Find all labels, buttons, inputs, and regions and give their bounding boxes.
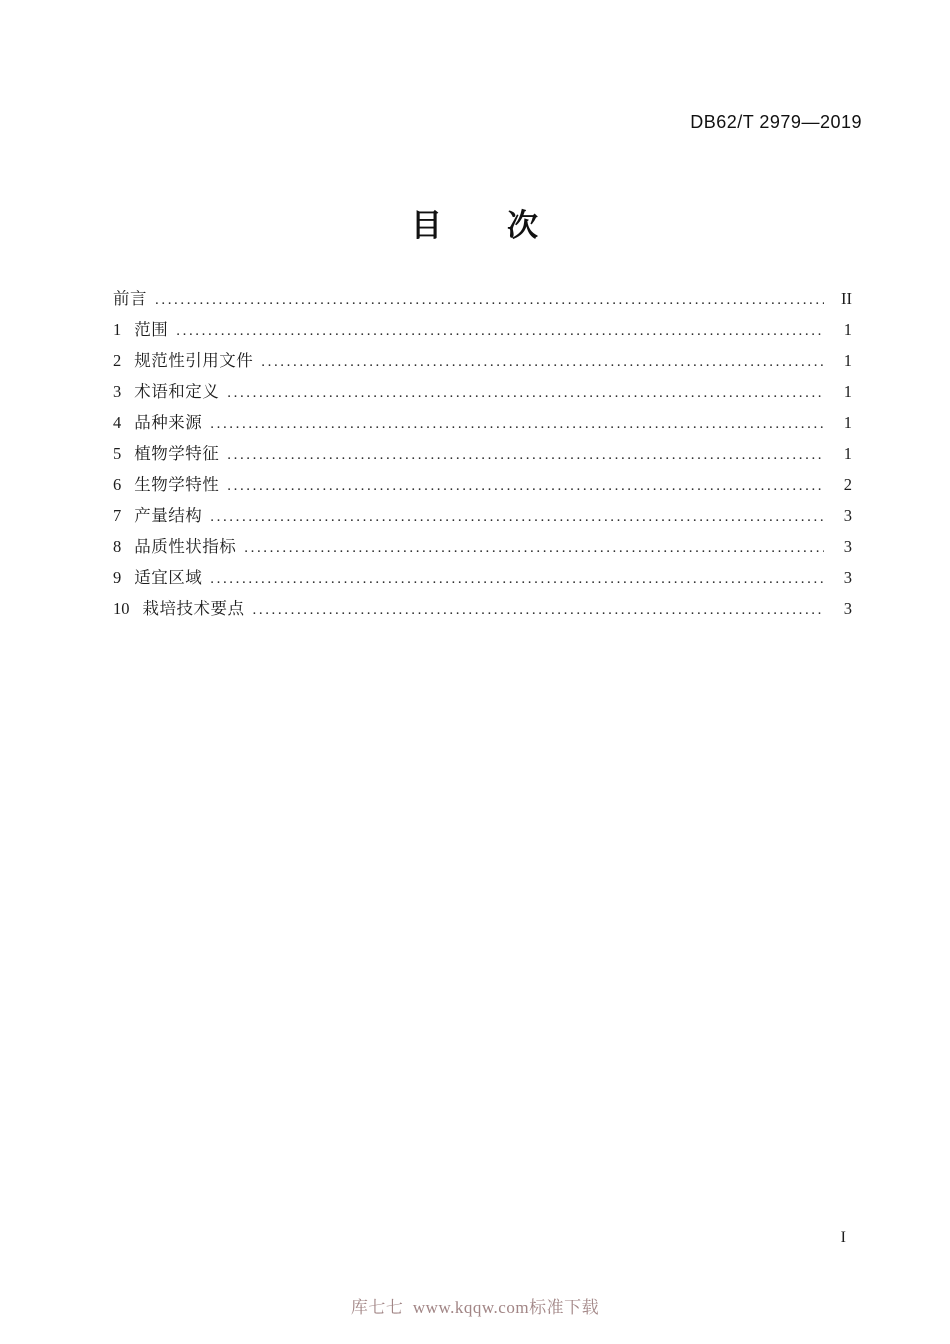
toc-dot-leader [236, 533, 824, 564]
toc-entry-number: 3 [113, 382, 122, 401]
toc-entry-number: 10 [113, 599, 130, 618]
toc-dot-leader [219, 378, 824, 409]
toc-entry-page-number: 1 [843, 320, 852, 339]
toc-entry [113, 531, 852, 562]
footer-page-number: I [840, 1229, 846, 1246]
toc-entry [113, 314, 852, 345]
toc-entry-page-number: 1 [843, 351, 852, 370]
toc-entry [113, 593, 852, 624]
toc-entry-page-number: 1 [843, 444, 852, 463]
toc-dot-leader [219, 440, 824, 471]
toc-entry-page-number: 3 [843, 506, 852, 525]
toc-entry-page-number: 1 [843, 413, 852, 432]
page-title: 目 次 [411, 208, 539, 243]
toc-entry-label: 产量结构 [134, 506, 203, 525]
toc-entry-label: 范围 [134, 320, 169, 339]
toc-entry-number: 6 [113, 475, 122, 494]
toc-entry [113, 500, 852, 531]
toc-dot-leader [147, 285, 824, 316]
toc-dot-leader [202, 409, 824, 440]
toc-list [113, 283, 852, 624]
toc-entry [113, 345, 852, 376]
toc-entry-label: 栽培技术要点 [142, 599, 245, 618]
toc-entry-label: 品质性状指标 [134, 537, 237, 556]
toc-entry-page-number: 1 [843, 382, 852, 401]
toc-entry [113, 469, 852, 500]
watermark-text: 库七七 www.kqqw.com标准下载 [350, 1298, 600, 1317]
toc-entry-page-number: 2 [843, 475, 852, 494]
toc-entry-number: 7 [113, 506, 122, 525]
toc-entry-number: 2 [113, 351, 122, 370]
toc-entry-number: 1 [113, 320, 122, 339]
toc-entry-number: 4 [113, 413, 122, 432]
toc-entry [113, 407, 852, 438]
toc-entry-label: 术语和定义 [134, 382, 220, 401]
toc-entry-label: 前言 [113, 289, 147, 308]
toc-dot-leader [202, 502, 824, 533]
toc-entry-page-number: II [841, 289, 852, 308]
standard-code-header: DB62/T 2979—2019 [690, 112, 862, 132]
toc-entry-number: 5 [113, 444, 122, 463]
toc-entry [113, 562, 852, 593]
toc-entry-label: 规范性引用文件 [134, 351, 254, 370]
toc-entry-number: 8 [113, 537, 122, 556]
toc-entry-label: 生物学特性 [134, 475, 220, 494]
toc-entry [113, 438, 852, 469]
toc-dot-leader [245, 595, 825, 626]
toc-entry-number: 9 [113, 568, 122, 587]
toc-entry [113, 376, 852, 407]
toc-entry-label: 品种来源 [134, 413, 203, 432]
toc-entry-label: 适宜区域 [134, 568, 203, 587]
toc-dot-leader [202, 564, 824, 595]
toc-dot-leader [253, 347, 824, 378]
toc-entry-page-number: 3 [843, 599, 852, 618]
toc-dot-leader [168, 316, 824, 347]
toc-entry-label: 植物学特征 [134, 444, 220, 463]
toc-entry-page-number: 3 [843, 537, 852, 556]
toc-entry [113, 283, 852, 314]
toc-entry-page-number: 3 [843, 568, 852, 587]
toc-dot-leader [219, 471, 824, 502]
